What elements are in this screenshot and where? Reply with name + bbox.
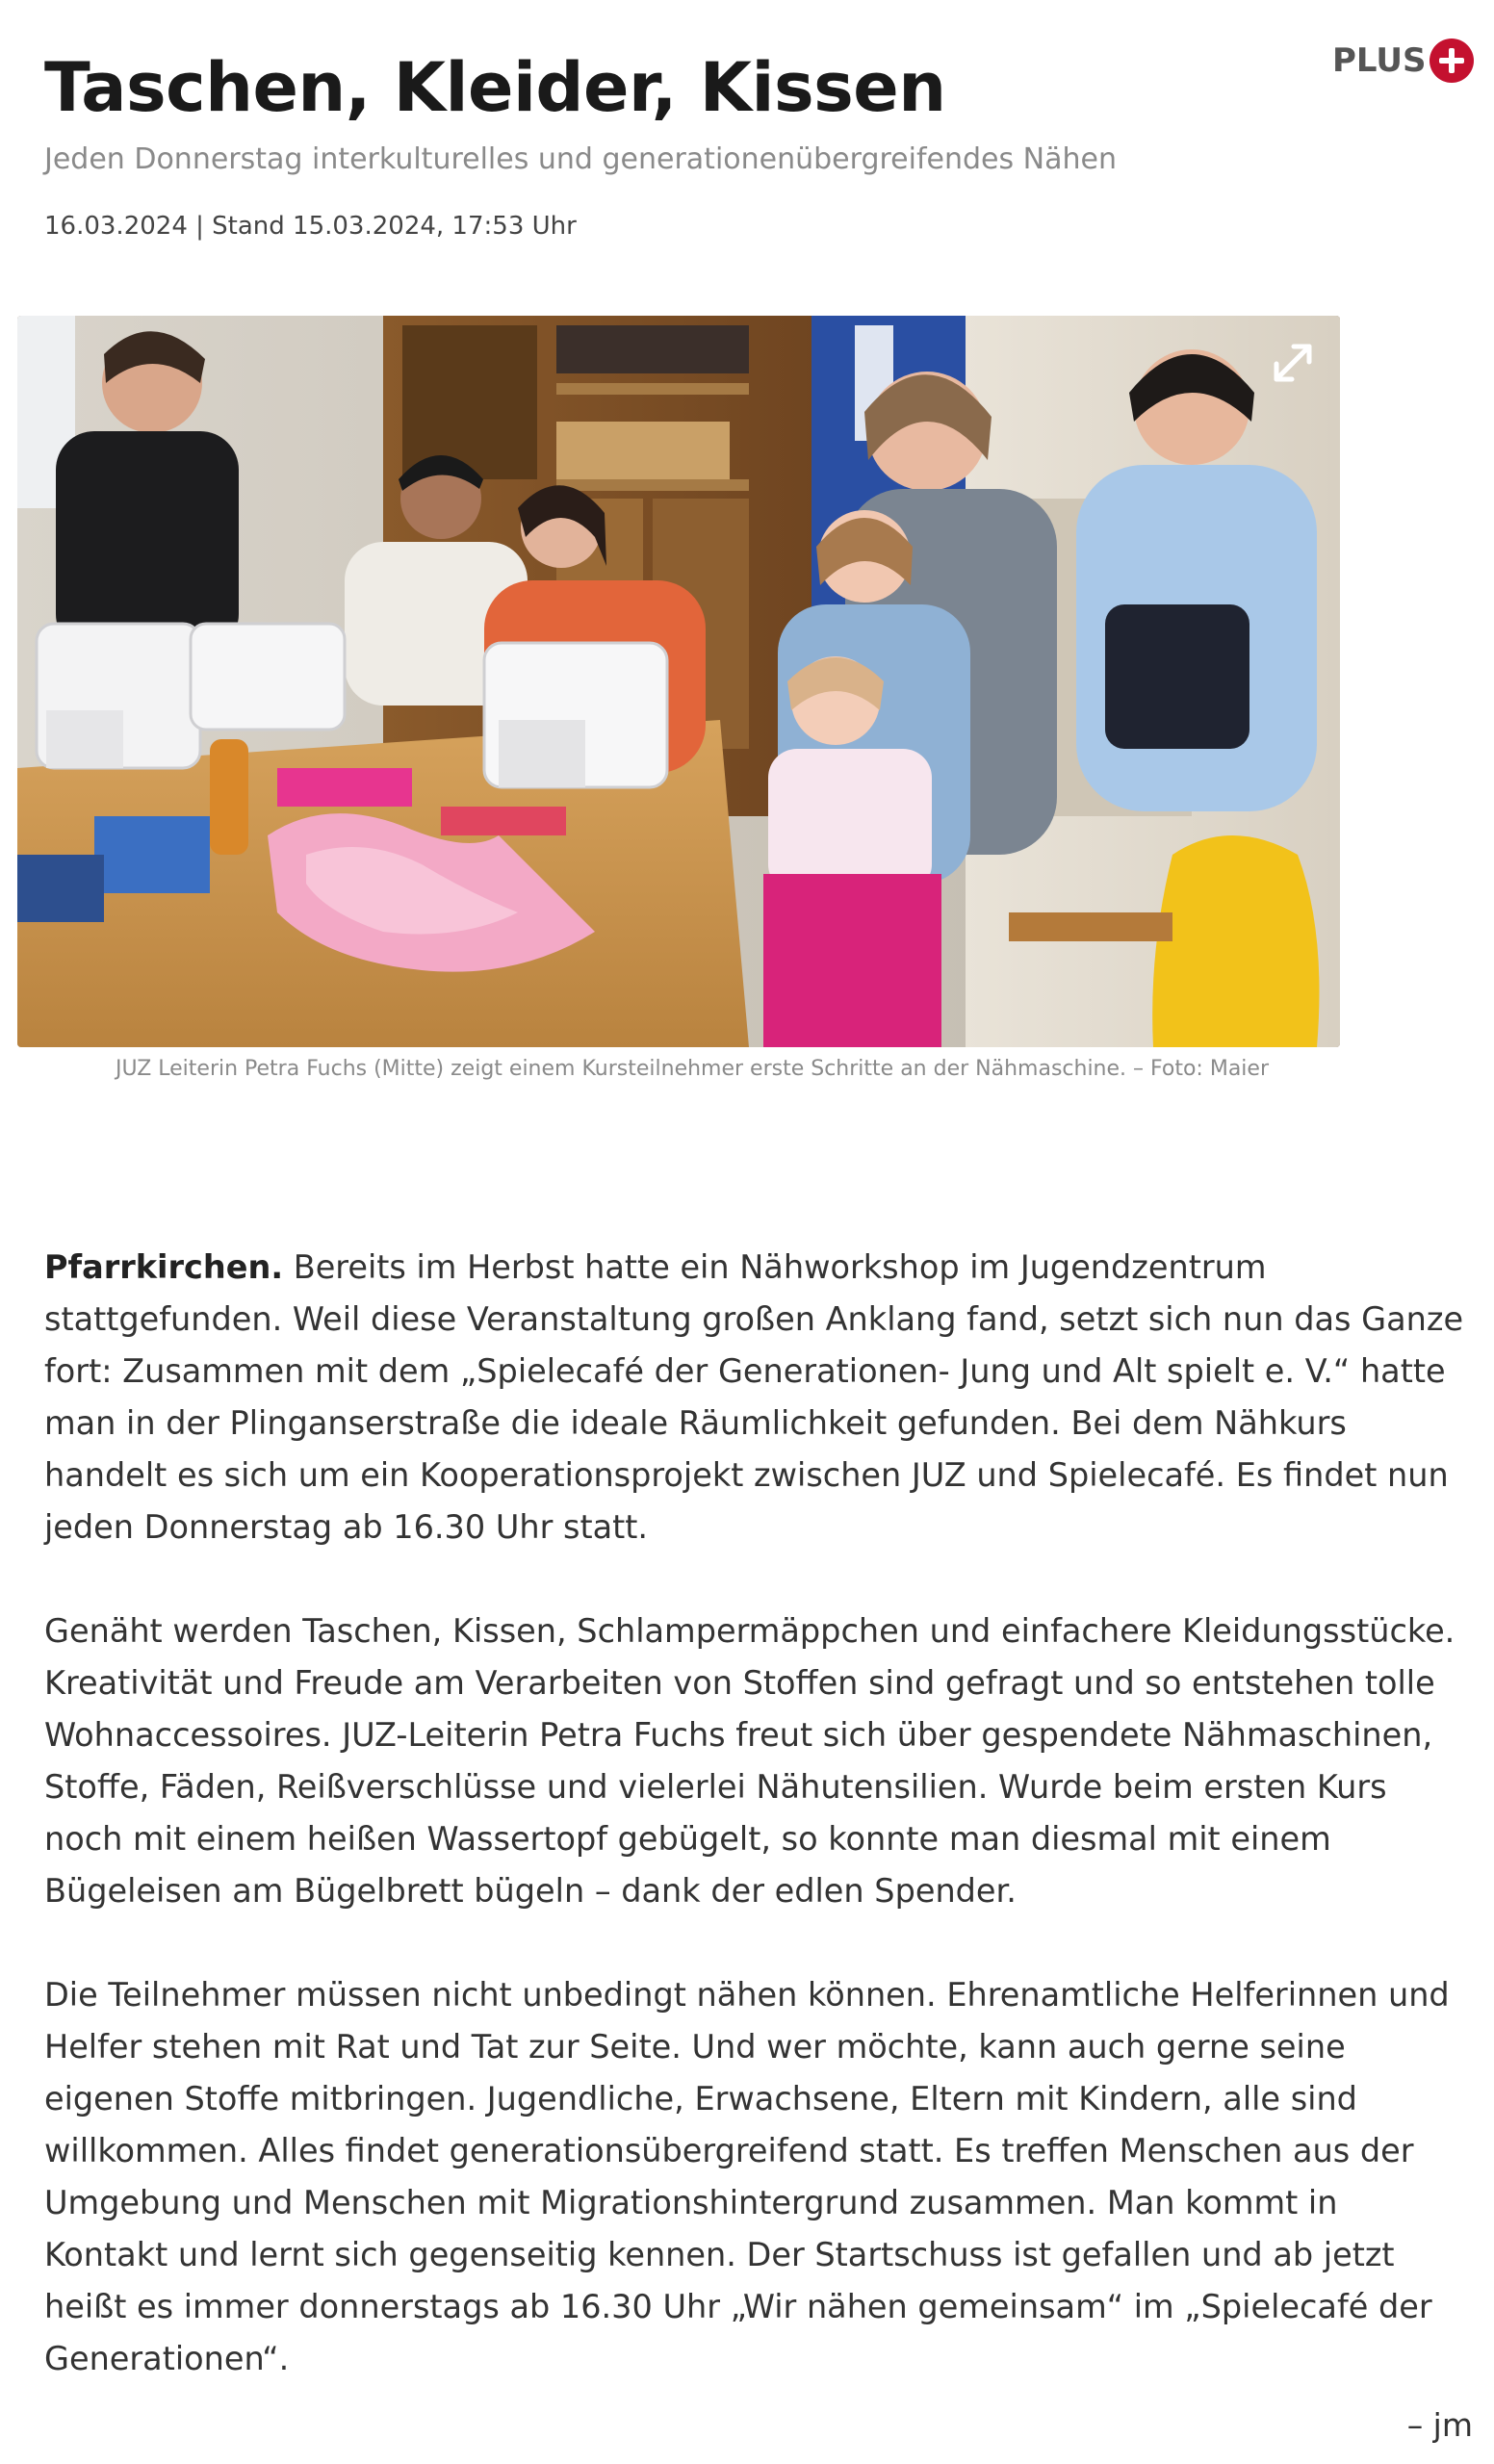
- article-title: Taschen, Kleider, Kissen: [44, 48, 946, 127]
- plus-circle-icon: [1430, 38, 1474, 83]
- author-initials: – jm: [1406, 2406, 1473, 2444]
- article-header: [44, 42, 1450, 241]
- expand-icon[interactable]: [1271, 341, 1315, 385]
- article-paragraph: Genäht werden Taschen, Kissen, Schlampermäppchen und einfachere Kleidungsstücke. Kreativität und Freude am Verarbeiten von Stoffen sind gefragt und so entstehen tolle Wohnaccessoires. JUZ-Leiterin Petra Fuchs freut sich über gespendete Nähmaschinen, Stoffe, Fäden, Reißverschlüsse und vielerlei Nähutensilien. Wurde beim ersten Kurs noch mit einem heißen Wassertopf gebügelt, so konnte man diesmal mit einem Bügeleisen am Bügelbrett bügeln – dank der edlen Spender.: [44, 1612, 1455, 1910]
- plus-badge[interactable]: [1332, 37, 1474, 85]
- dateline-city: Pfarrkirchen.: [44, 1248, 284, 1286]
- article-paragraph: [44, 1242, 1469, 1553]
- paragraph-text: Bereits im Herbst hatte ein Nähworkshop im Jugendzentrum stattgefunden. Weil diese Veranstaltung großen Anklang fand, setzt sich nun das Ganze fort: Zusammen mit dem „Spielecafé der Generationen- Jung und Alt spielt e. V.“ hatte man in der Plinganserstraße die ideale Räumlichkeit gefunden. Bei dem Nähkurs handelt es sich um ein Kooperationsprojekt zwischen JUZ und Spielecafé. Es findet nun jeden Donnerstag ab 16.30 Uhr statt.: [44, 1248, 1464, 1546]
- publish-date: 16.03.2024 | Stand 15.03.2024, 17:53 Uhr: [44, 212, 577, 241]
- article-paragraph: Die Teilnehmer müssen nicht unbedingt nähen können. Ehrenamtliche Helferinnen und Helfer stehen mit Rat und Tat zur Seite. Und wer möchte, kann auch gerne seine eigenen Stoffe mitbringen. Jugendliche, Erwachsene, Eltern mit Kindern, alle sind willkommen. Alles findet generationsübergreifend statt. Es treffen Menschen aus der Umgebung und Menschen mit Migrationshintergrund zusammen. Man kommt in Kontakt und lernt sich gegenseitig kennen. Der Startschuss ist gefallen und ab jetzt heißt es immer donnerstags ab 16.30 Uhr „Wir nähen gemeinsam“ im „Spielecafé der Generationen“.: [44, 1976, 1450, 2377]
- sewing-workshop-photo: [17, 316, 1340, 1047]
- article-body: [44, 1242, 1469, 2437]
- article-subtitle: Jeden Donnerstag interkulturelles und generationenübergreifendes Nähen: [44, 142, 1117, 176]
- plus-label: PLUS: [1332, 41, 1427, 80]
- photo-caption: JUZ Leiterin Petra Fuchs (Mitte) zeigt einem Kursteilnehmer erste Schritte an der Nähmaschine. – Foto: Maier: [116, 1057, 1269, 1081]
- article-photo[interactable]: [17, 316, 1340, 1047]
